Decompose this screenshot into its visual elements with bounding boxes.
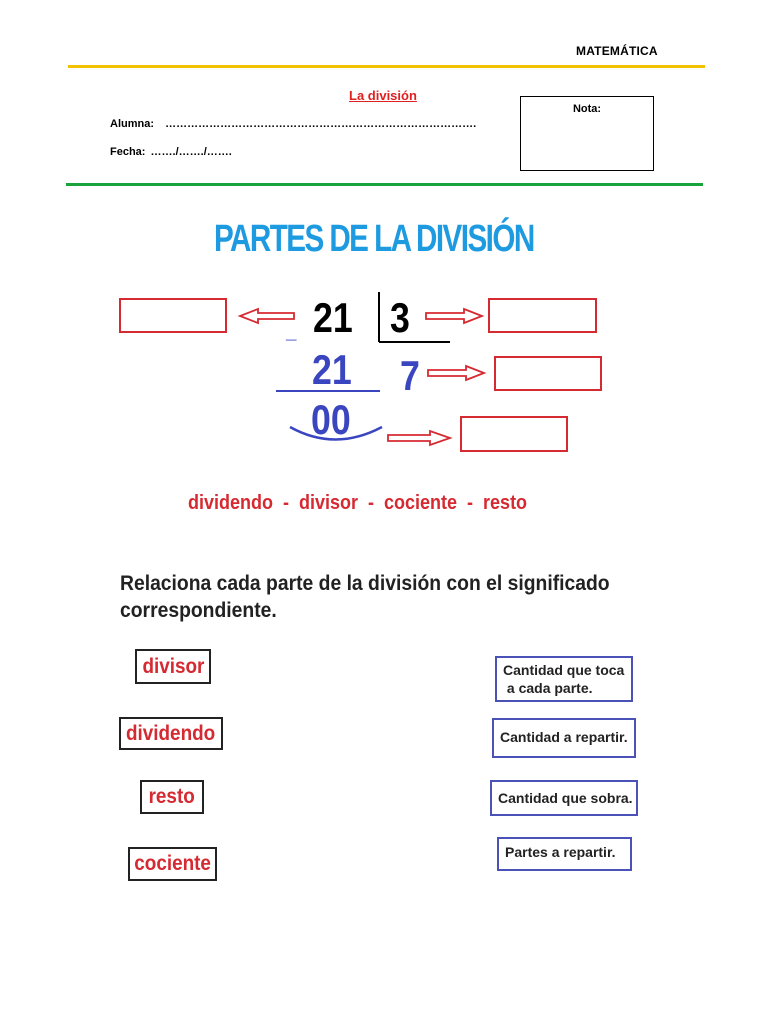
minus-sign: _ bbox=[286, 318, 297, 343]
quotient-number: 7 bbox=[400, 352, 420, 399]
date-label: Fecha: bbox=[110, 146, 146, 158]
definition-box-1[interactable] bbox=[495, 656, 633, 702]
arrow-right-icon bbox=[428, 366, 484, 380]
term-label: dividendo bbox=[126, 721, 216, 745]
term-box-divisor[interactable] bbox=[135, 649, 211, 684]
dividend-number: 21 bbox=[313, 294, 353, 341]
term-box-resto[interactable] bbox=[140, 780, 204, 814]
term-label: resto bbox=[148, 785, 196, 808]
remainder-number: 00 bbox=[311, 396, 351, 443]
definition-text: Cantidad que toca bbox=[503, 662, 625, 678]
remainder-curve bbox=[290, 427, 382, 440]
term-label: cociente bbox=[134, 852, 211, 875]
student-label: Alumna: bbox=[110, 118, 154, 130]
definition-text: a cada parte. bbox=[503, 680, 593, 696]
exercise-instruction: Relaciona cada parte de la división con el significado correspondiente. bbox=[120, 572, 610, 622]
diagram-title: PARTES DE LA DIVISIÓN bbox=[214, 218, 534, 260]
worksheet-title: La división bbox=[349, 88, 417, 103]
date-blank: ……./……./……. bbox=[150, 146, 232, 158]
arrow-left-icon bbox=[240, 309, 294, 323]
subject-label: MATEMÁTICA bbox=[576, 44, 658, 58]
term-box-cociente[interactable] bbox=[128, 847, 217, 881]
student-blank: …………………………………………………………………………. bbox=[165, 118, 477, 130]
definition-text: Cantidad que sobra. bbox=[498, 790, 633, 806]
definition-box-3[interactable] bbox=[490, 780, 638, 816]
definition-box-4[interactable] bbox=[497, 837, 632, 871]
arrow-right-icon bbox=[426, 309, 482, 323]
term-label: divisor bbox=[142, 654, 204, 678]
divisor-number: 3 bbox=[390, 294, 410, 341]
definition-box-2[interactable] bbox=[492, 718, 636, 758]
parts-word-bank: dividendo - divisor - cociente - resto bbox=[188, 492, 528, 514]
grade-label: Nota: bbox=[572, 103, 602, 115]
definition-text: Partes a repartir. bbox=[505, 844, 616, 860]
arrow-right-icon bbox=[388, 431, 450, 445]
definition-text: Cantidad a repartir. bbox=[500, 729, 628, 745]
term-box-dividendo[interactable] bbox=[119, 717, 223, 750]
product-number: 21 bbox=[312, 346, 352, 393]
